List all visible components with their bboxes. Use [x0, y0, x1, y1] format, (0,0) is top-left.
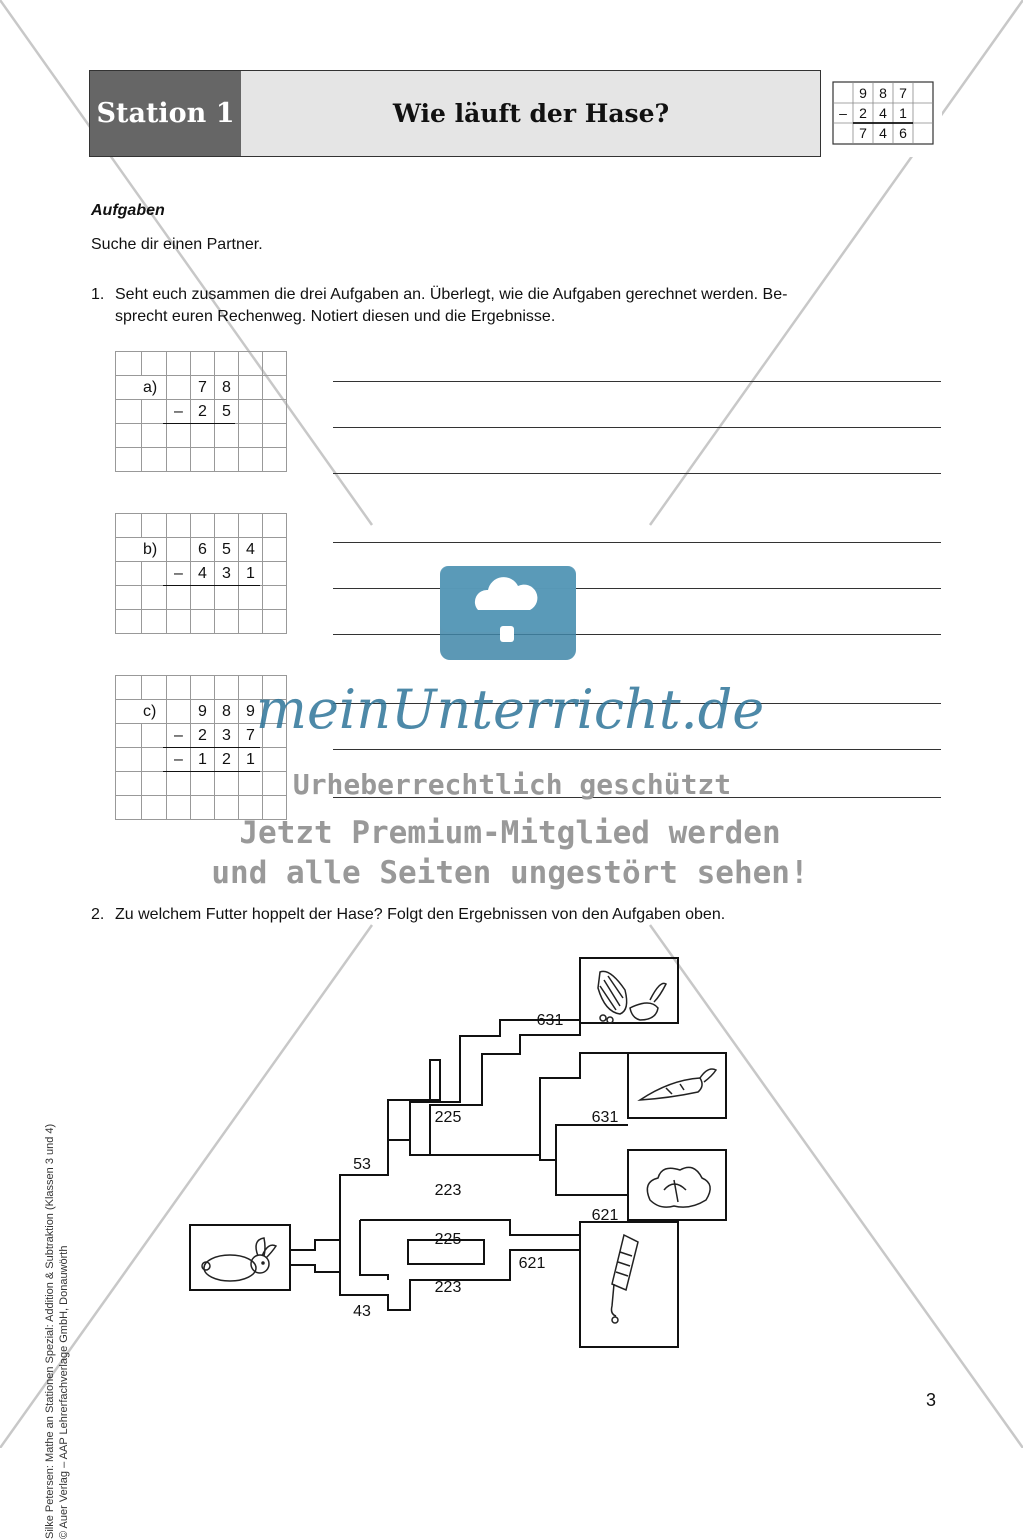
maze-label: 225	[434, 1109, 462, 1126]
side-credit-line1: Silke Petersen: Mathe an Stationen Spezial: Addition & Subtraktion (Klassen 3 und 4)	[44, 1123, 56, 1539]
digit: 8	[215, 376, 239, 400]
station-label: Station 1	[90, 71, 241, 156]
digit: 8	[215, 700, 239, 724]
side-credit	[43, 689, 71, 1539]
example-grid	[821, 70, 942, 157]
water-bottle-icon	[612, 1235, 639, 1323]
result-line	[163, 747, 260, 748]
problem-a-label: a)	[116, 376, 167, 400]
digit: 4	[239, 538, 263, 562]
writing-line[interactable]	[333, 634, 941, 635]
writing-line[interactable]	[333, 381, 941, 382]
water-box	[580, 1222, 678, 1347]
example-digit: 4	[879, 105, 887, 121]
digit: 2	[191, 724, 215, 748]
intro-text: Suche dir einen Partner.	[91, 236, 263, 253]
digit: 9	[191, 700, 215, 724]
problem-c-label: c)	[116, 700, 167, 724]
maze-label: 621	[591, 1207, 619, 1224]
example-digit: 7	[899, 85, 907, 101]
digit: 4	[191, 562, 215, 586]
task2-text: Zu welchem Futter hoppelt der Hase? Folgt den Ergebnissen von den Aufgaben oben.	[115, 906, 726, 923]
task1-line1: Seht euch zusammen die drei Aufgaben an. Überlegt, wie die Aufgaben gerechnet werden. Be-	[115, 286, 788, 303]
minus-sign: –	[167, 400, 191, 424]
digit: 2	[191, 400, 215, 424]
maze-label: 223	[434, 1182, 462, 1199]
minus-sign: –	[167, 724, 191, 748]
carrot-icon	[640, 1069, 716, 1100]
digit: 5	[215, 400, 239, 424]
maze-label: 621	[518, 1255, 546, 1272]
digit: 9	[239, 700, 263, 724]
minus-sign: –	[167, 748, 191, 772]
digit: 7	[191, 376, 215, 400]
example-digit: 7	[859, 125, 867, 141]
watermark-line2: Jetzt Premium-Mitglied werden	[239, 815, 781, 851]
digit: 3	[215, 724, 239, 748]
briefcase-cloud-icon	[436, 556, 586, 666]
writing-line[interactable]	[333, 749, 941, 750]
watermark-line1: Urheberrechtlich geschützt	[292, 768, 732, 801]
maze-label: 631	[536, 1012, 564, 1029]
writing-line[interactable]	[333, 542, 941, 543]
problem-a-grid	[115, 351, 287, 472]
maze-label: 223	[434, 1279, 462, 1296]
maze-label: 225	[434, 1231, 462, 1248]
example-minus: –	[839, 105, 847, 121]
digit: 1	[239, 748, 263, 772]
rabbit-icon	[202, 1238, 276, 1281]
digit: 2	[215, 748, 239, 772]
corn-icon	[598, 971, 666, 1023]
writing-line[interactable]	[333, 473, 941, 474]
rabbit-maze	[180, 950, 740, 1370]
example-digit: 2	[859, 105, 867, 121]
result-line	[163, 585, 260, 586]
watermark-brand: meinUnterricht.de	[255, 678, 765, 741]
side-credit-line2: © Auer Verlag – AAP Lehrerfachverlage GmbH, Donauwörth	[58, 1245, 70, 1539]
page-number: 3	[926, 1390, 937, 1410]
task1-number: 1.	[91, 286, 105, 303]
writing-line[interactable]	[333, 427, 941, 428]
example-digit: 8	[879, 85, 887, 101]
digit: 7	[239, 724, 263, 748]
digit: 1	[239, 562, 263, 586]
carrot-box	[628, 1053, 726, 1118]
example-digit: 6	[899, 125, 907, 141]
digit: 1	[191, 748, 215, 772]
digit: 3	[215, 562, 239, 586]
example-digit: 1	[899, 105, 907, 121]
example-subtraction	[820, 70, 942, 157]
problem-b-label: b)	[116, 538, 167, 562]
lettuce-icon	[647, 1167, 710, 1207]
page-header	[89, 70, 941, 157]
problem-b-grid	[115, 513, 287, 634]
maze-label: 53	[353, 1156, 371, 1173]
task2-number: 2.	[91, 906, 105, 923]
example-digit: 4	[879, 125, 887, 141]
maze-label: 631	[591, 1109, 619, 1126]
digit: 6	[191, 538, 215, 562]
example-digit: 9	[859, 85, 867, 101]
maze-label: 43	[353, 1303, 371, 1320]
minus-sign: –	[167, 562, 191, 586]
page-title: Wie läuft der Hase?	[392, 99, 670, 128]
result-line	[163, 423, 235, 424]
task1-line2: sprecht euren Rechenweg. Notiert diesen und die Ergebnisse.	[115, 308, 556, 325]
digit: 5	[215, 538, 239, 562]
writing-line[interactable]	[333, 588, 941, 589]
watermark-line3: und alle Seiten ungestört sehen!	[211, 855, 809, 891]
section-title: Aufgaben	[91, 202, 165, 219]
